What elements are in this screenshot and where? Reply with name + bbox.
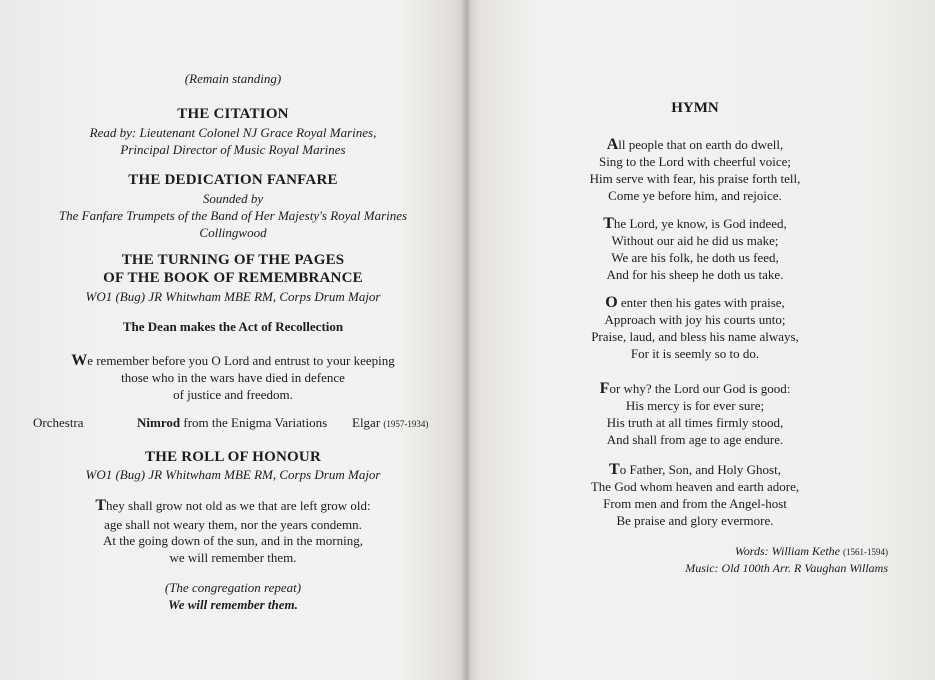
- turning-performer: WO1 (Bug) JR Whitwham MBE RM, Corps Drum Major: [85, 289, 381, 304]
- citation-title: THE CITATION: [177, 106, 289, 122]
- words-credit: Words: William Kethe (1561-1594): [734, 544, 888, 558]
- hymn-stanza-4: For why? the Lord our God is good: His mercy is for ever sure; His truth at all times firmly stood, And shall from age to age endure.: [599, 380, 791, 447]
- drop-cap: T: [95, 497, 107, 514]
- drop-cap: O: [605, 294, 618, 311]
- citation-reader: Read by: Lieutenant Colonel NJ Grace Royal Marines,: [89, 125, 377, 140]
- drop-cap: F: [599, 380, 610, 397]
- recollection-line1: We remember before you O Lord and entrust to your keeping: [71, 352, 395, 369]
- congregation-note: (The congregation repeat): [164, 580, 302, 595]
- hymn-stanza-3: O enter then his gates with praise, Approach with joy his courts unto; Praise, laud, and bless his name always, For it is seemly so to do.: [591, 294, 799, 361]
- book-spine: [461, 0, 471, 680]
- ode-line4: we will remember them.: [169, 550, 297, 565]
- drop-cap: T: [603, 215, 614, 232]
- ode-line2: age shall not weary them, nor the years condemn.: [104, 517, 362, 532]
- drop-cap: W: [71, 352, 88, 369]
- turning-title-line1: THE TURNING OF THE PAGES: [121, 252, 345, 268]
- left-page: [0, 0, 466, 680]
- recollection-line2: those who in the wars have died in defence: [121, 370, 345, 385]
- music-composer: Elgar (1957-1934): [352, 415, 429, 430]
- roll-title: THE ROLL OF HONOUR: [145, 449, 321, 465]
- music-piece: Nimrod from the Enigma Variations: [137, 415, 328, 430]
- remain-standing-note: (Remain standing): [184, 71, 282, 86]
- recollection-line3: of justice and freedom.: [173, 387, 293, 402]
- music-credit: Music: Old 100th Arr. R Vaughan Willams: [685, 561, 888, 575]
- recollection-heading: The Dean makes the Act of Recollection: [122, 319, 344, 334]
- fanfare-title: THE DEDICATION FANFARE: [128, 172, 338, 188]
- fanfare-location: Collingwood: [199, 225, 267, 240]
- ode-line1: They shall grow not old as we that are left grow old:: [95, 497, 371, 514]
- fanfare-performers: The Fanfare Trumpets of the Band of Her Majesty's Royal Marines: [58, 208, 408, 223]
- drop-cap: T: [609, 461, 620, 478]
- ode-line3: At the going down of the sun, and in the morning,: [103, 533, 363, 548]
- music-performer: Orchestra: [33, 415, 84, 430]
- citation-reader-role: Principal Director of Music Royal Marines: [120, 142, 346, 157]
- hymn-title: HYMN: [671, 100, 719, 116]
- hymn-stanza-5: To Father, Son, and Holy Ghost, The God whom heaven and earth adore, From men and from the Angel-host Be praise and glory evermore.: [590, 461, 800, 528]
- drop-cap: A: [606, 136, 619, 153]
- fanfare-sounded-by: Sounded by: [202, 191, 264, 206]
- turning-title-line2: OF THE BOOK OF REMEMBRANCE: [103, 270, 363, 286]
- hymn-stanza-1: All people that on earth do dwell, Sing to the Lord with cheerful voice; Him serve with fear, his praise forth tell, Come ye before him, and rejoice.: [589, 136, 801, 203]
- roll-performer: WO1 (Bug) JR Whitwham MBE RM, Corps Drum Major: [85, 467, 381, 482]
- congregation-response: We will remember them.: [168, 597, 298, 612]
- hymn-stanza-2: The Lord, ye know, is God indeed, Without our aid he did us make; We are his folk, he doth us feed, And for his sheep he doth us take.: [603, 215, 787, 282]
